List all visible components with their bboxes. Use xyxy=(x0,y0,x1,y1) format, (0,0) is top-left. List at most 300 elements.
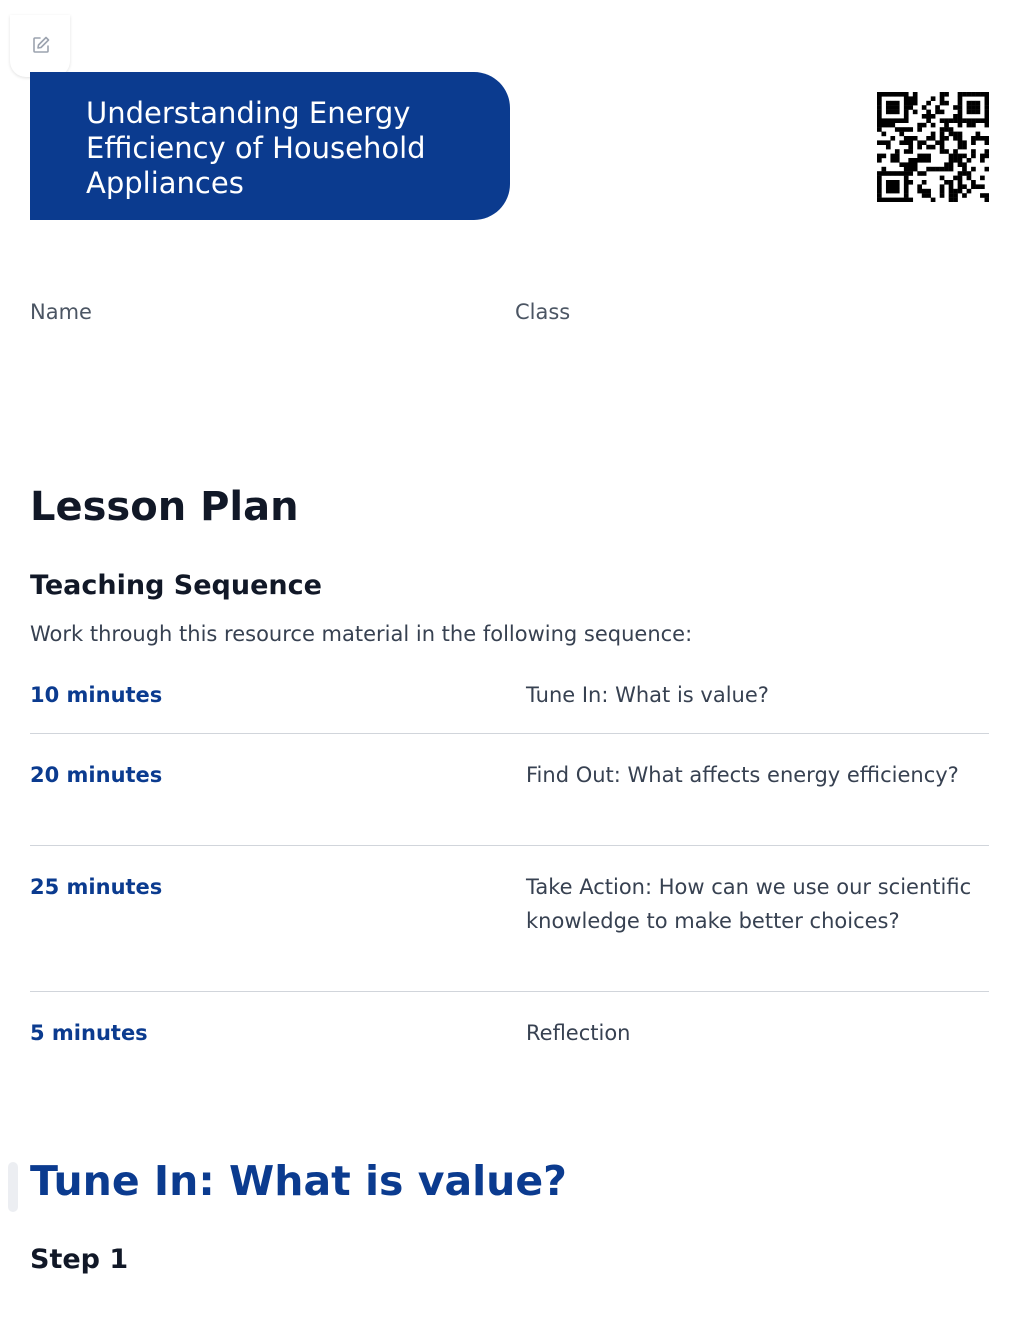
sequence-intro-text: Work through this resource material in the following sequence: xyxy=(30,622,693,646)
qr-module xyxy=(904,140,909,145)
qr-module xyxy=(971,184,976,189)
qr-module xyxy=(953,105,958,110)
qr-module xyxy=(962,118,967,123)
qr-module xyxy=(886,145,891,150)
qr-module xyxy=(904,149,909,154)
qr-module xyxy=(985,105,989,110)
sequence-time: 20 minutes xyxy=(30,763,163,787)
qr-module xyxy=(904,114,909,119)
qr-module xyxy=(877,154,882,159)
qr-module xyxy=(899,198,904,202)
qr-module xyxy=(980,158,985,163)
qr-module xyxy=(886,110,891,115)
qr-module xyxy=(940,96,945,101)
qr-module xyxy=(926,154,931,159)
qr-module xyxy=(922,189,927,194)
qr-module xyxy=(944,92,949,97)
qr-module xyxy=(890,105,895,110)
qr-module xyxy=(908,158,913,163)
qr-module xyxy=(917,140,922,145)
qr-module xyxy=(904,167,909,172)
qr-module xyxy=(940,101,945,106)
qr-module xyxy=(962,171,967,176)
qr-module xyxy=(953,118,958,123)
qr-module xyxy=(899,127,904,132)
qr-module xyxy=(904,162,909,167)
qr-module xyxy=(958,145,963,150)
qr-module xyxy=(890,118,895,123)
qr-module xyxy=(908,180,913,185)
qr-module xyxy=(904,96,909,101)
qr-module xyxy=(958,154,963,159)
qr-module xyxy=(940,92,945,97)
qr-module xyxy=(967,158,972,163)
qr-module xyxy=(931,96,936,101)
teaching-sequence-heading: Teaching Sequence xyxy=(30,570,322,601)
qr-module xyxy=(904,171,909,176)
qr-module xyxy=(895,189,900,194)
qr-module xyxy=(940,189,945,194)
qr-module xyxy=(985,140,989,145)
qr-module xyxy=(953,132,958,137)
qr-module xyxy=(985,154,989,159)
edit-button[interactable] xyxy=(10,15,70,77)
qr-module xyxy=(917,171,922,176)
qr-module xyxy=(953,154,958,159)
qr-module xyxy=(949,132,954,137)
qr-module xyxy=(917,189,922,194)
section-heading: Tune In: What is value? xyxy=(30,1157,567,1205)
qr-module xyxy=(953,149,958,154)
qr-module xyxy=(931,167,936,172)
qr-module xyxy=(881,167,886,172)
qr-module xyxy=(913,101,918,106)
qr-module xyxy=(962,140,967,145)
qr-module xyxy=(886,198,891,202)
qr-module xyxy=(958,123,963,128)
qr-module xyxy=(908,127,913,132)
qr-module xyxy=(922,114,927,119)
qr-module xyxy=(922,171,927,176)
qr-module xyxy=(904,105,909,110)
qr-module xyxy=(890,171,895,176)
qr-module xyxy=(967,118,972,123)
qr-module xyxy=(877,158,882,163)
qr-module xyxy=(922,154,927,159)
qr-module xyxy=(940,145,945,150)
title-banner xyxy=(30,72,510,220)
qr-module xyxy=(895,118,900,123)
qr-module xyxy=(895,127,900,132)
qr-module xyxy=(940,136,945,141)
sequence-row xyxy=(30,666,989,734)
qr-module xyxy=(971,154,976,159)
qr-module xyxy=(944,167,949,172)
name-field-label: Name xyxy=(30,300,92,324)
qr-module xyxy=(940,184,945,189)
qr-module xyxy=(944,127,949,132)
qr-module xyxy=(985,92,989,97)
qr-module xyxy=(899,132,904,137)
qr-module xyxy=(922,158,927,163)
qr-module xyxy=(958,92,963,97)
qr-module xyxy=(944,149,949,154)
qr-module xyxy=(949,162,954,167)
qr-module xyxy=(985,101,989,106)
qr-module xyxy=(886,180,891,185)
qr-module xyxy=(944,136,949,141)
qr-module xyxy=(890,92,895,97)
qr-module xyxy=(917,127,922,132)
qr-module xyxy=(908,140,913,145)
qr-module xyxy=(877,180,882,185)
qr-module xyxy=(980,154,985,159)
qr-module xyxy=(949,167,954,172)
qr-module xyxy=(890,189,895,194)
sequence-time: 25 minutes xyxy=(30,875,163,899)
qr-module xyxy=(971,101,976,106)
qr-module xyxy=(917,123,922,128)
qr-module xyxy=(877,171,882,176)
qr-module xyxy=(958,184,963,189)
qr-module xyxy=(877,198,882,202)
qr-module xyxy=(940,110,945,115)
qr-module xyxy=(971,118,976,123)
qr-module xyxy=(899,92,904,97)
qr-module xyxy=(877,92,882,97)
qr-module xyxy=(890,136,895,141)
qr-module xyxy=(922,180,927,185)
qr-module xyxy=(980,136,985,141)
qr-module xyxy=(940,149,945,154)
qr-module xyxy=(935,167,940,172)
qr-module xyxy=(958,180,963,185)
qr-module xyxy=(985,110,989,115)
qr-module xyxy=(926,189,931,194)
qr-module xyxy=(949,154,954,159)
qr-module xyxy=(940,118,945,123)
qr-module xyxy=(926,136,931,141)
qr-module xyxy=(940,193,945,198)
qr-module xyxy=(890,184,895,189)
qr-module xyxy=(886,171,891,176)
qr-module xyxy=(895,184,900,189)
qr-module xyxy=(926,158,931,163)
qr-module xyxy=(890,123,895,128)
qr-module xyxy=(926,145,931,150)
qr-module xyxy=(976,184,981,189)
qr-module xyxy=(877,189,882,194)
qr-module xyxy=(958,176,963,181)
qr-module xyxy=(886,184,891,189)
qr-module xyxy=(949,184,954,189)
qr-module xyxy=(980,118,985,123)
qr-module xyxy=(967,101,972,106)
qr-module xyxy=(985,114,989,119)
qr-module xyxy=(953,136,958,141)
qr-module xyxy=(958,158,963,163)
qr-module xyxy=(881,154,886,159)
qr-module xyxy=(976,110,981,115)
qr-module xyxy=(926,114,931,119)
qr-module xyxy=(890,158,895,163)
qr-module xyxy=(971,136,976,141)
qr-module xyxy=(949,198,954,202)
qr-module xyxy=(917,184,922,189)
qr-module xyxy=(958,110,963,115)
qr-module xyxy=(926,101,931,106)
qr-module xyxy=(877,127,882,132)
qr-module xyxy=(904,127,909,132)
step-heading: Step 1 xyxy=(30,1244,129,1275)
qr-module xyxy=(944,123,949,128)
qr-module xyxy=(967,92,972,97)
qr-module xyxy=(895,198,900,202)
qr-module xyxy=(935,105,940,110)
qr-module xyxy=(877,110,882,115)
qr-module xyxy=(949,127,954,132)
qr-module xyxy=(881,123,886,128)
qr-module xyxy=(971,92,976,97)
qr-module xyxy=(877,96,882,101)
qr-module xyxy=(899,162,904,167)
qr-module xyxy=(971,167,976,172)
qr-module xyxy=(985,193,989,198)
qr-module xyxy=(895,110,900,115)
qr-module xyxy=(940,167,945,172)
qr-module xyxy=(886,140,891,145)
qr-module xyxy=(908,96,913,101)
qr-module xyxy=(958,118,963,123)
qr-module xyxy=(904,92,909,97)
qr-module xyxy=(962,162,967,167)
qr-module xyxy=(985,136,989,141)
qr-module xyxy=(908,198,913,202)
qr-module xyxy=(967,123,972,128)
qr-module xyxy=(976,101,981,106)
worksheet-title: Understanding Energy Efficiency of Household Appliances xyxy=(86,96,426,200)
qr-module xyxy=(953,189,958,194)
qr-module xyxy=(877,114,882,119)
qr-module xyxy=(976,92,981,97)
qr-module xyxy=(904,184,909,189)
qr-module xyxy=(877,184,882,189)
qr-module xyxy=(913,167,918,172)
qr-module xyxy=(962,92,967,97)
qr-module xyxy=(953,114,958,119)
qr-module xyxy=(976,132,981,137)
lesson-plan-heading: Lesson Plan xyxy=(30,484,299,530)
qr-module xyxy=(967,110,972,115)
qr-module xyxy=(913,110,918,115)
qr-module xyxy=(908,136,913,141)
qr-module xyxy=(922,105,927,110)
qr-module xyxy=(904,101,909,106)
qr-module xyxy=(971,140,976,145)
qr-module xyxy=(913,96,918,101)
qr-module xyxy=(953,158,958,163)
qr-module xyxy=(940,127,945,132)
qr-module xyxy=(926,118,931,123)
qr-module xyxy=(877,105,882,110)
qr-module xyxy=(895,149,900,154)
qr-module xyxy=(877,193,882,198)
qr-module xyxy=(922,193,927,198)
section-marker xyxy=(8,1162,18,1212)
qr-module xyxy=(971,149,976,154)
qr-module xyxy=(899,140,904,145)
sequence-activity: Tune In: What is value? xyxy=(526,683,769,707)
sequence-row xyxy=(30,846,989,992)
qr-module xyxy=(931,132,936,137)
qr-module xyxy=(922,140,927,145)
qr-module xyxy=(877,101,882,106)
qr-module xyxy=(980,176,985,181)
qr-module xyxy=(895,105,900,110)
qr-module xyxy=(931,123,936,128)
pencil-square-icon xyxy=(31,35,51,55)
sequence-activity: Reflection xyxy=(526,1021,631,1045)
qr-module xyxy=(949,118,954,123)
qr-module xyxy=(967,105,972,110)
qr-module xyxy=(886,123,891,128)
qr-module xyxy=(922,123,927,128)
qr-module xyxy=(877,118,882,123)
qr-module xyxy=(953,193,958,198)
qr-module xyxy=(908,149,913,154)
qr-module xyxy=(890,154,895,159)
qr-module xyxy=(962,193,967,198)
qr-module xyxy=(904,198,909,202)
qr-module xyxy=(949,193,954,198)
qr-module xyxy=(886,101,891,106)
qr-module xyxy=(967,176,972,181)
qr-module xyxy=(949,189,954,194)
class-field-label: Class xyxy=(515,300,571,324)
sequence-row xyxy=(30,992,989,1072)
qr-module xyxy=(940,140,945,145)
qr-module xyxy=(953,198,958,202)
qr-module xyxy=(886,189,891,194)
qr-code-icon xyxy=(877,92,989,202)
sequence-activity: Take Action: How can we use our scientific knowledge to make better choices? xyxy=(526,875,972,933)
qr-module xyxy=(935,110,940,115)
sequence-row xyxy=(30,734,989,846)
qr-module xyxy=(881,118,886,123)
qr-module xyxy=(913,92,918,97)
qr-module xyxy=(895,92,900,97)
qr-module xyxy=(931,114,936,119)
qr-module xyxy=(958,162,963,167)
qr-module xyxy=(904,110,909,115)
qr-module xyxy=(908,101,913,106)
qr-module xyxy=(958,114,963,119)
qr-module xyxy=(908,171,913,176)
qr-module xyxy=(958,171,963,176)
qr-module xyxy=(917,158,922,163)
qr-module xyxy=(976,105,981,110)
qr-module xyxy=(895,171,900,176)
qr-module xyxy=(985,167,989,172)
sequence-time: 5 minutes xyxy=(30,1021,148,1045)
qr-module xyxy=(985,96,989,101)
qr-module xyxy=(926,167,931,172)
qr-module xyxy=(944,162,949,167)
qr-module xyxy=(890,101,895,106)
qr-module xyxy=(895,158,900,163)
qr-module xyxy=(962,184,967,189)
qr-module xyxy=(967,171,972,176)
qr-module xyxy=(881,171,886,176)
qr-module xyxy=(904,118,909,123)
qr-module xyxy=(958,96,963,101)
qr-module xyxy=(931,136,936,141)
qr-module xyxy=(976,136,981,141)
qr-module xyxy=(908,162,913,167)
qr-module xyxy=(940,176,945,181)
qr-module xyxy=(895,101,900,106)
qr-module xyxy=(913,158,918,163)
qr-module xyxy=(917,145,922,150)
qr-module xyxy=(895,180,900,185)
qr-module xyxy=(913,162,918,167)
qr-module xyxy=(904,193,909,198)
qr-module xyxy=(980,184,985,189)
qr-module xyxy=(944,101,949,106)
qr-module xyxy=(881,198,886,202)
qr-module xyxy=(985,149,989,154)
qr-module xyxy=(971,105,976,110)
qr-module xyxy=(958,132,963,137)
qr-module xyxy=(895,154,900,159)
qr-module xyxy=(958,189,963,194)
qr-module xyxy=(886,118,891,123)
qr-module xyxy=(890,110,895,115)
qr-module xyxy=(935,140,940,145)
qr-module xyxy=(899,171,904,176)
qr-module xyxy=(980,193,985,198)
qr-module xyxy=(958,136,963,141)
qr-module xyxy=(890,198,895,202)
qr-module xyxy=(985,198,989,202)
qr-module xyxy=(962,154,967,159)
qr-module xyxy=(881,140,886,145)
qr-module xyxy=(926,193,931,198)
qr-module xyxy=(881,132,886,137)
qr-module xyxy=(899,118,904,123)
qr-module xyxy=(904,176,909,181)
qr-module xyxy=(940,132,945,137)
qr-module xyxy=(958,101,963,106)
qr-module xyxy=(971,123,976,128)
qr-module xyxy=(962,167,967,172)
sequence-time: 10 minutes xyxy=(30,683,163,707)
qr-module xyxy=(985,118,989,123)
qr-module xyxy=(886,105,891,110)
qr-module xyxy=(971,110,976,115)
qr-module xyxy=(917,154,922,159)
teaching-sequence-table xyxy=(30,666,989,1072)
qr-module xyxy=(904,136,909,141)
sequence-activity: Find Out: What affects energy efficiency? xyxy=(526,763,959,787)
qr-module xyxy=(904,189,909,194)
qr-module xyxy=(931,198,936,202)
qr-module xyxy=(971,180,976,185)
qr-module xyxy=(944,180,949,185)
qr-module xyxy=(908,105,913,110)
qr-module xyxy=(980,92,985,97)
qr-module xyxy=(904,180,909,185)
